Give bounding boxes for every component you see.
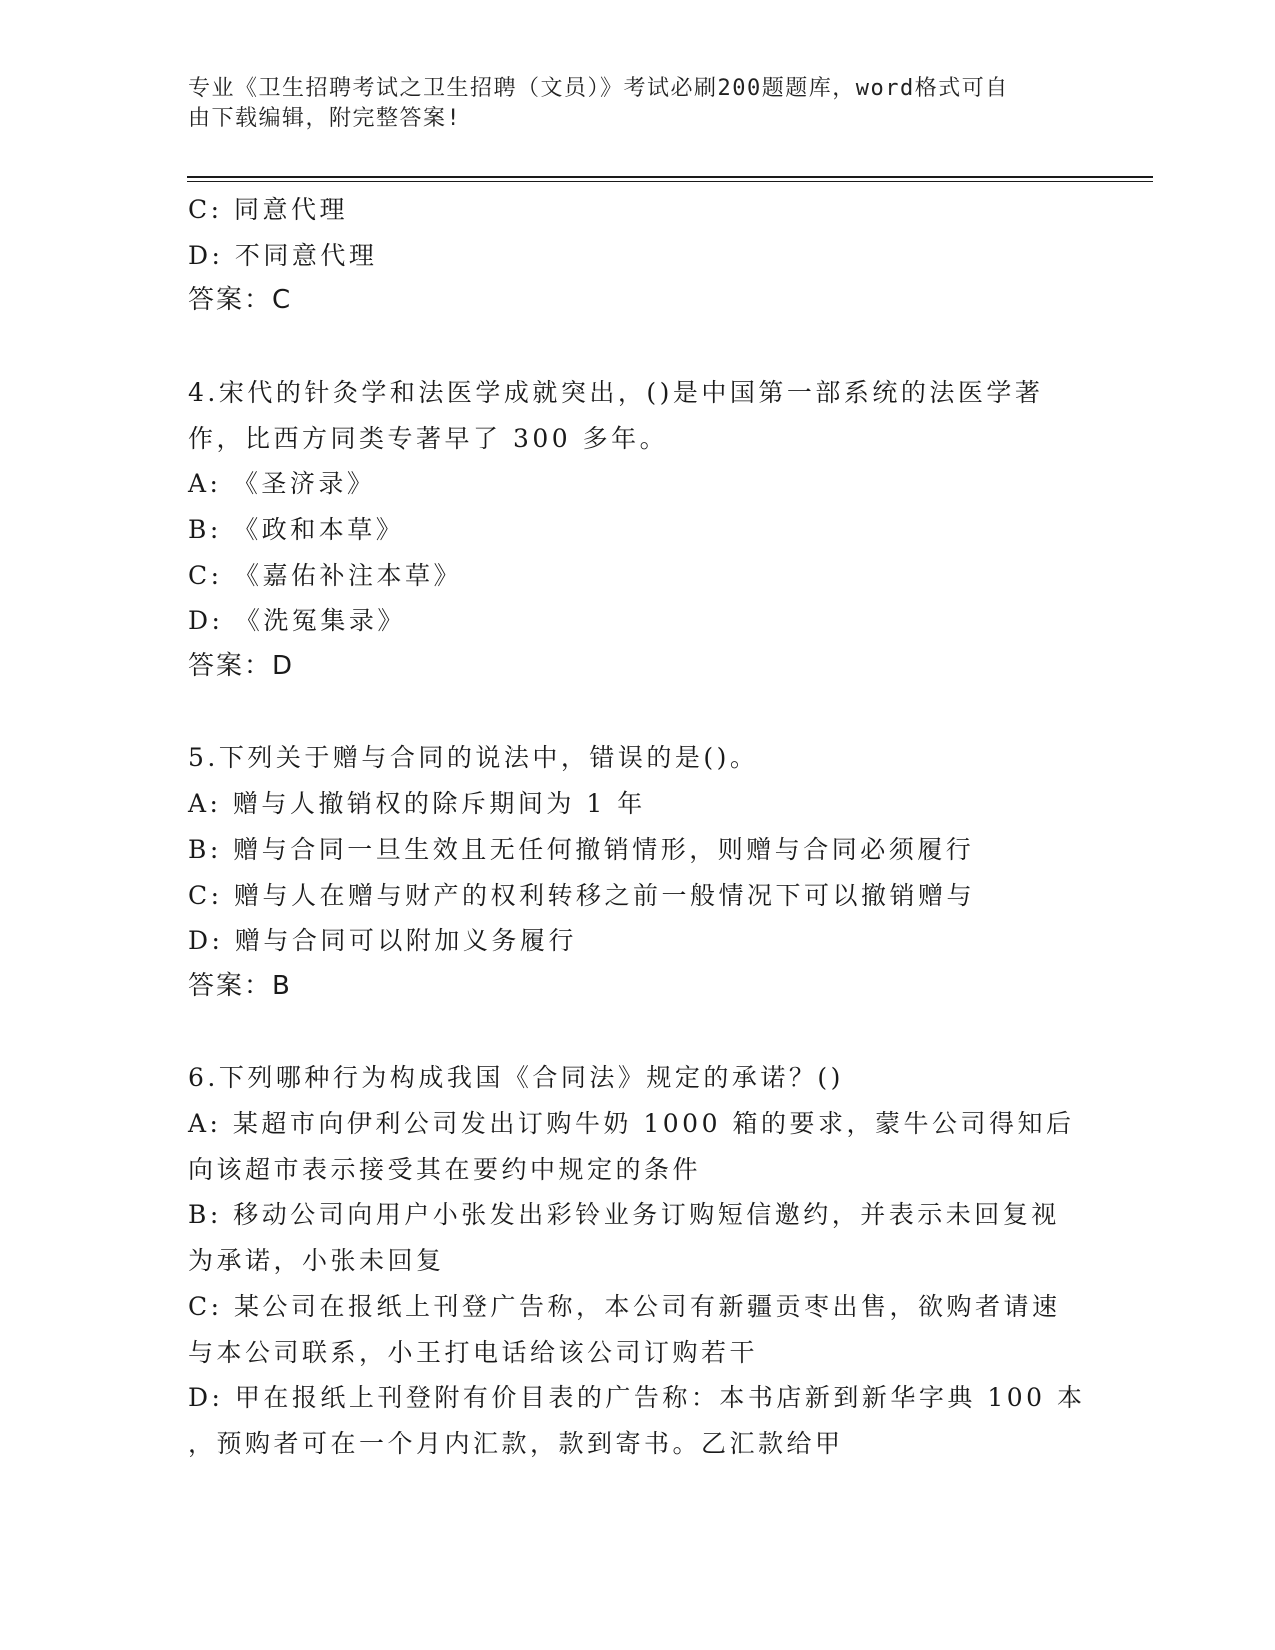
option-d: D: 赠与合同可以附加义务履行: [188, 926, 577, 956]
question-4: [188, 370, 1068, 690]
question-stem-line: 4.宋代的针灸学和法医学成就突出，()是中国第一部系统的法医学著: [188, 377, 1044, 407]
question-stem-line: 作，比西方同类专著早了 300 多年。: [188, 423, 669, 453]
answer-line: 答案：D: [188, 651, 295, 682]
document-body: [188, 187, 1086, 1467]
spacer: [188, 1010, 1068, 1056]
option-a: A: 赠与人撤销权的除斥期间为 1 年: [188, 789, 646, 819]
option-b: B: 《政和本草》: [188, 514, 405, 544]
option-a-continued: 向该超市表示接受其在要约中规定的条件: [188, 1154, 702, 1184]
option-b-continued: 为承诺，小张未回复: [188, 1246, 445, 1276]
question-stem-line: 5.下列关于赠与合同的说法中，错误的是()。: [188, 743, 759, 773]
option-a: A: 某超市向伊利公司发出订购牛奶 1000 箱的要求，蒙牛公司得知后: [188, 1109, 1075, 1139]
option-c: C: 某公司在报纸上刊登广告称，本公司有新疆贡枣出售，欲购者请速: [188, 1291, 1061, 1321]
option-c: C: 同意代理: [188, 195, 348, 224]
option-d: D: 不同意代理: [188, 240, 378, 270]
header-rule-thick: [187, 176, 1153, 178]
answer-line: 答案：C: [188, 285, 293, 316]
option-c: C: 《嘉佑补注本草》: [188, 560, 462, 590]
header-rule-thin: [187, 181, 1153, 182]
question-3-continued: [188, 187, 1068, 324]
header-line-1: 专业《卫生招聘考试之卫生招聘（文员）》考试必刷200题题库，word格式可自: [188, 76, 1009, 101]
question-stem-line: 6.下列哪种行为构成我国《合同法》规定的承诺？(): [188, 1063, 844, 1093]
header-line-2: 由下载编辑，附完整答案!: [188, 106, 462, 131]
answer-line: 答案：B: [188, 970, 292, 1001]
option-b: B: 移动公司向用户小张发出彩铃业务订购短信邀约，并表示未回复视: [188, 1200, 1060, 1230]
question-5: [188, 735, 1068, 1009]
option-b: B: 赠与合同一旦生效且无任何撤销情形，则赠与合同必须履行: [188, 834, 975, 864]
option-d-continued: ，预购者可在一个月内汇款，款到寄书。乙汇款给甲: [188, 1428, 844, 1458]
question-6: [188, 1055, 1086, 1466]
spacer: [188, 324, 1068, 370]
option-a: A: 《圣济录》: [188, 469, 376, 499]
spacer: [188, 690, 1068, 736]
option-c-continued: 与本公司联系，小王打电话给该公司订购若干: [188, 1337, 759, 1367]
option-c: C: 赠与人在赠与财产的权利转移之前一般情况下可以撤销赠与: [188, 880, 976, 910]
option-d: D: 甲在报纸上刊登附有价目表的广告称：本书店新到新华字典 100 本: [188, 1383, 1086, 1413]
option-d: D: 《洗冤集录》: [188, 606, 406, 636]
document-header: [188, 74, 1068, 134]
